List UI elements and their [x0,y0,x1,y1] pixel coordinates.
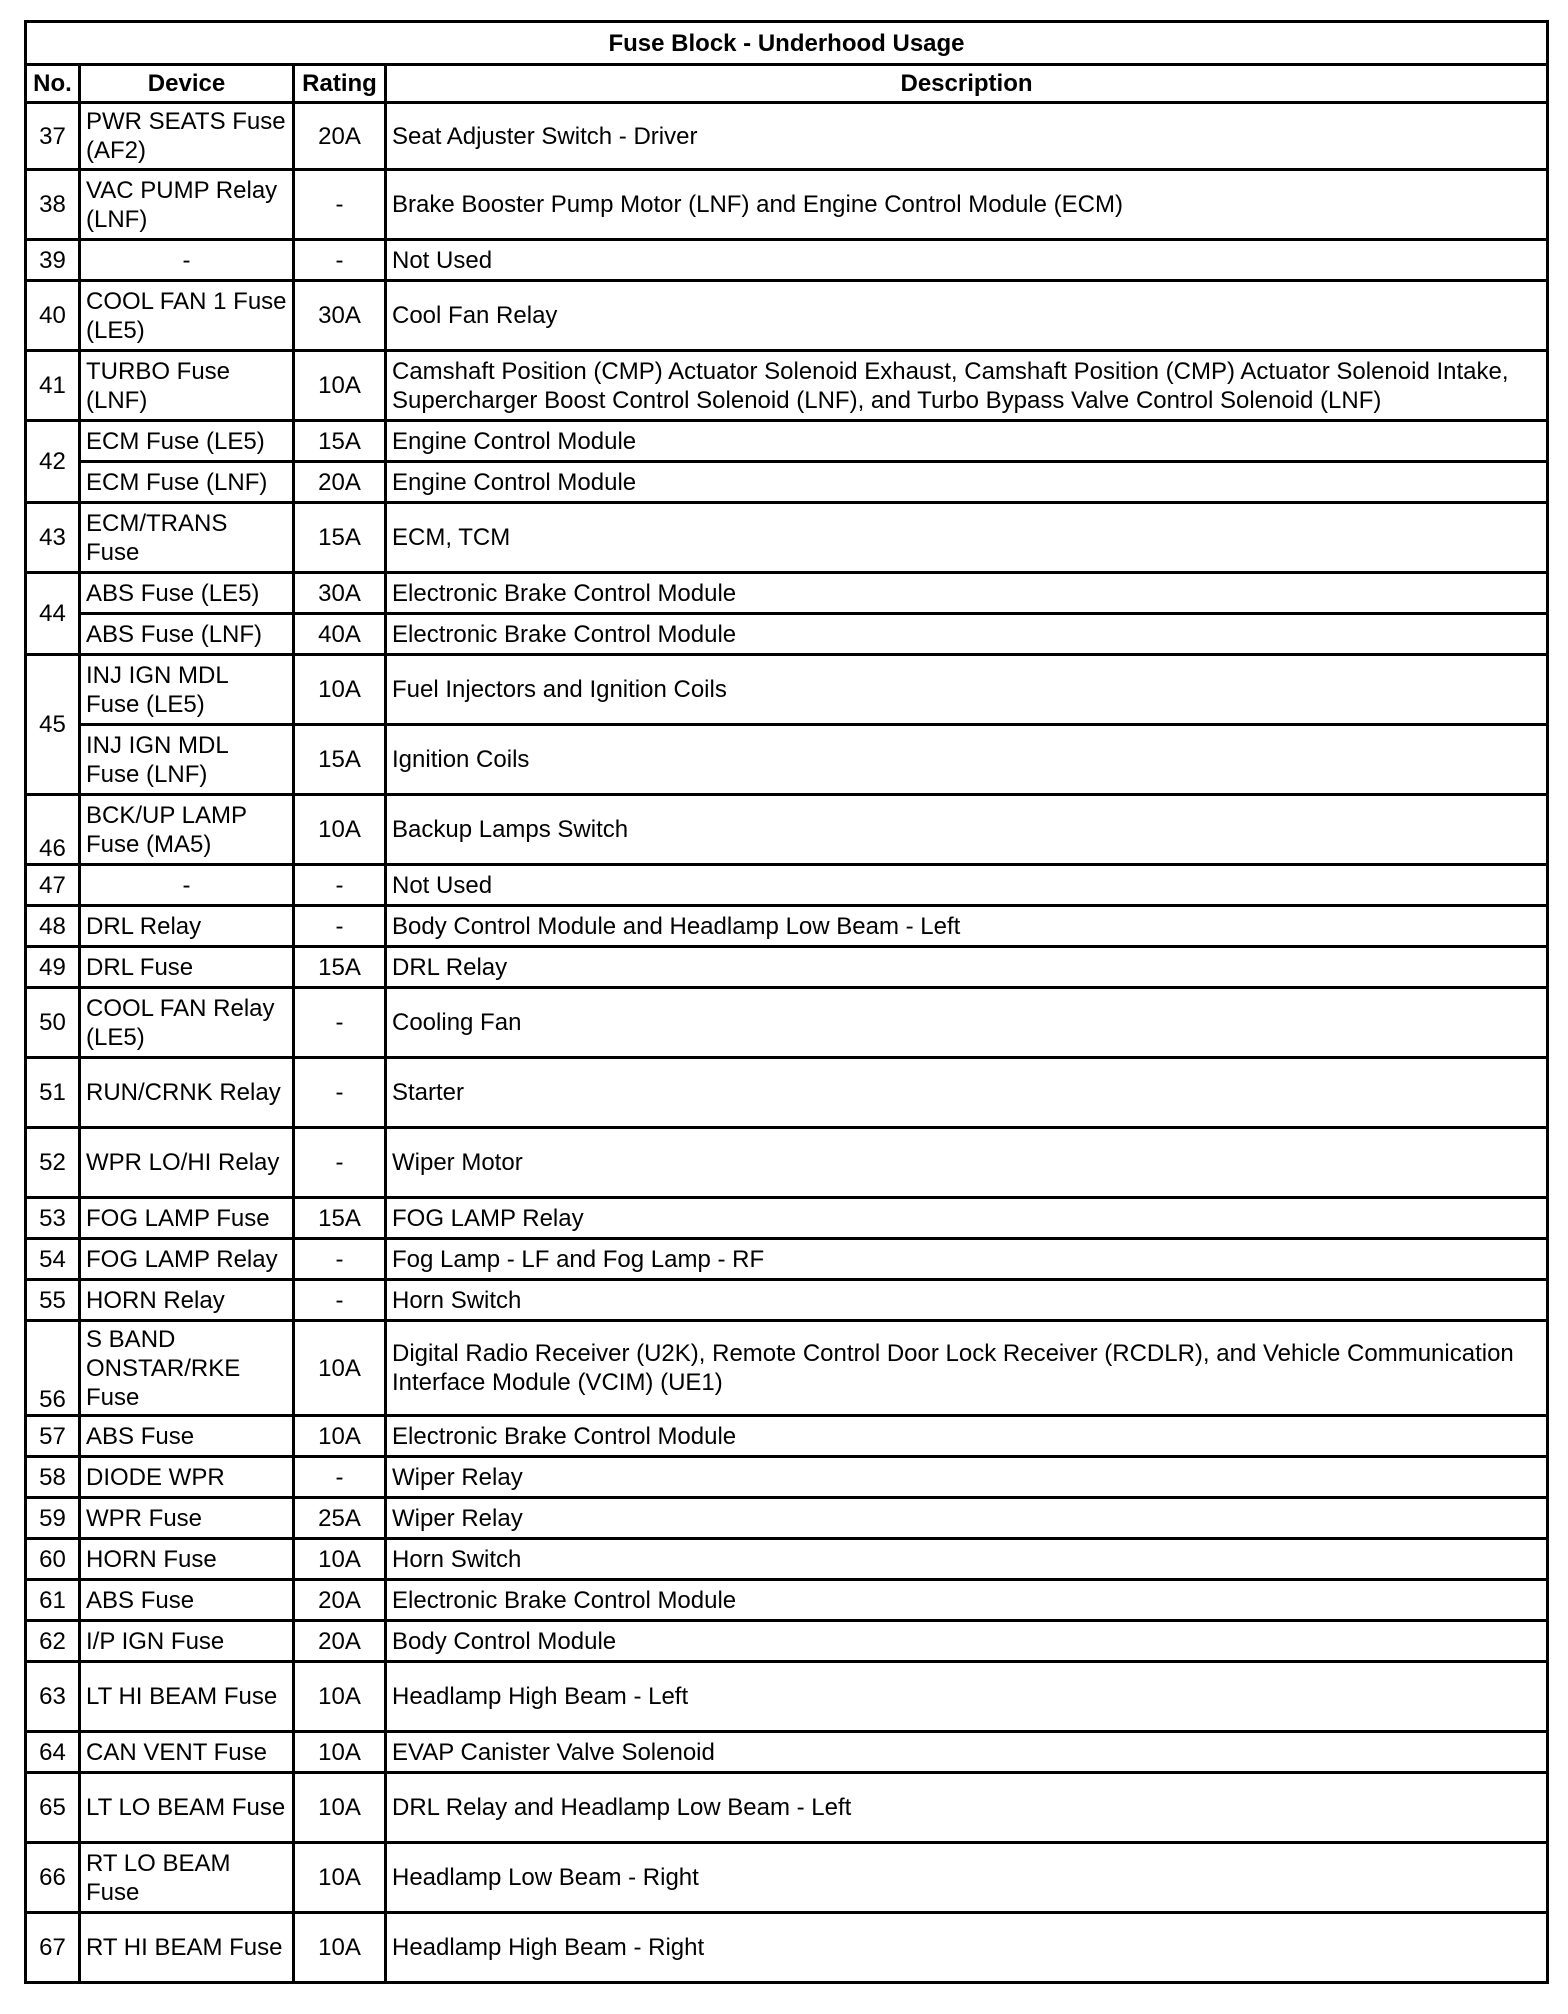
row-description: Electronic Brake Control Module [386,573,1548,614]
row-rating: 10A [294,1321,386,1416]
row-device: ABS Fuse [80,1580,294,1621]
row-description: Headlamp High Beam - Left [386,1662,1548,1732]
table-row [26,988,1548,1058]
row-no: 40 [26,281,80,351]
row-device: WPR Fuse [80,1498,294,1539]
row-rating: - [294,1457,386,1498]
table-row [26,573,1548,614]
row-description: Ignition Coils [386,725,1548,795]
row-no: 60 [26,1539,80,1580]
row-description: Not Used [386,240,1548,281]
row-description: ECM, TCM [386,503,1548,573]
row-description: Horn Switch [386,1280,1548,1321]
row-rating: 10A [294,1732,386,1773]
row-device: ECM/TRANS Fuse [80,503,294,573]
row-rating: 30A [294,573,386,614]
header-row [26,65,1548,103]
fuse-table [24,20,1549,1984]
row-no: 50 [26,988,80,1058]
row-rating: 30A [294,281,386,351]
row-no: 57 [26,1416,80,1457]
row-rating: - [294,1239,386,1280]
row-no: 46 [26,795,80,865]
row-device: WPR LO/HI Relay [80,1128,294,1198]
row-device: LT HI BEAM Fuse [80,1662,294,1732]
header-no: No. [26,65,80,103]
row-rating: - [294,988,386,1058]
row-device: COOL FAN 1 Fuse (LE5) [80,281,294,351]
row-description: Engine Control Module [386,421,1548,462]
row-rating: 10A [294,795,386,865]
table-row [26,103,1548,170]
table-row [26,1280,1548,1321]
row-device: I/P IGN Fuse [80,1621,294,1662]
row-rating: 20A [294,1580,386,1621]
row-description: Headlamp High Beam - Right [386,1913,1548,1983]
table-row [26,351,1548,421]
row-no: 43 [26,503,80,573]
table-row [26,1662,1548,1732]
row-no: 51 [26,1058,80,1128]
row-device: PWR SEATS Fuse (AF2) [80,103,294,170]
row-rating: 10A [294,1416,386,1457]
row-no: 39 [26,240,80,281]
row-description: Body Control Module and Headlamp Low Beam - Left [386,906,1548,947]
row-description: Electronic Brake Control Module [386,614,1548,655]
row-rating: - [294,240,386,281]
table-row [26,1773,1548,1843]
table-row [26,1539,1548,1580]
row-no: 66 [26,1843,80,1913]
table-row [26,1239,1548,1280]
row-device: RT LO BEAM Fuse [80,1843,294,1913]
row-device: INJ IGN MDL Fuse (LE5) [80,655,294,725]
row-device: ABS Fuse (LNF) [80,614,294,655]
table-row [26,1843,1548,1913]
row-no: 65 [26,1773,80,1843]
row-no: 41 [26,351,80,421]
row-description: Engine Control Module [386,462,1548,503]
row-description: Starter [386,1058,1548,1128]
table-row [26,1621,1548,1662]
table-row [26,170,1548,240]
row-rating: 10A [294,655,386,725]
table-row [26,1416,1548,1457]
row-device: ECM Fuse (LE5) [80,421,294,462]
row-description: Not Used [386,865,1548,906]
row-description: Headlamp Low Beam - Right [386,1843,1548,1913]
row-no: 62 [26,1621,80,1662]
row-description: Cooling Fan [386,988,1548,1058]
row-no: 42 [26,421,80,503]
row-description: EVAP Canister Valve Solenoid [386,1732,1548,1773]
row-no: 55 [26,1280,80,1321]
row-rating: 40A [294,614,386,655]
table-row [26,421,1548,462]
row-description: Fuel Injectors and Ignition Coils [386,655,1548,725]
row-description: Backup Lamps Switch [386,795,1548,865]
row-rating: 10A [294,1539,386,1580]
table-row [26,1498,1548,1539]
row-description: Seat Adjuster Switch - Driver [386,103,1548,170]
header-rating: Rating [294,65,386,103]
row-device: ECM Fuse (LNF) [80,462,294,503]
row-rating: 10A [294,1913,386,1983]
header-device: Device [80,65,294,103]
row-device: HORN Fuse [80,1539,294,1580]
table-row [26,1457,1548,1498]
row-rating: 10A [294,1843,386,1913]
table-row [26,462,1548,503]
row-no: 45 [26,655,80,795]
row-rating: 20A [294,1621,386,1662]
row-rating: - [294,906,386,947]
table-row [26,1128,1548,1198]
row-device: INJ IGN MDL Fuse (LNF) [80,725,294,795]
table-row [26,906,1548,947]
row-device: - [80,865,294,906]
row-description: Wiper Relay [386,1498,1548,1539]
row-no: 38 [26,170,80,240]
row-device: RT HI BEAM Fuse [80,1913,294,1983]
table-row [26,865,1548,906]
row-rating: 15A [294,947,386,988]
row-device: DRL Relay [80,906,294,947]
row-description: Digital Radio Receiver (U2K), Remote Control Door Lock Receiver (RCDLR), and Vehicle Communication Interface Module (VCIM) (UE1) [386,1321,1548,1416]
row-description: Fog Lamp - LF and Fog Lamp - RF [386,1239,1548,1280]
row-no: 47 [26,865,80,906]
row-device: FOG LAMP Fuse [80,1198,294,1239]
row-description: DRL Relay [386,947,1548,988]
row-no: 67 [26,1913,80,1983]
table-row [26,1913,1548,1983]
row-device: S BAND ONSTAR/RKE Fuse [80,1321,294,1416]
row-rating: 15A [294,725,386,795]
row-no: 48 [26,906,80,947]
row-device: LT LO BEAM Fuse [80,1773,294,1843]
row-device: VAC PUMP Relay (LNF) [80,170,294,240]
table-row [26,1321,1548,1416]
row-device: - [80,240,294,281]
table-row [26,281,1548,351]
table-row [26,795,1548,865]
row-rating: 10A [294,351,386,421]
row-no: 49 [26,947,80,988]
row-no: 63 [26,1662,80,1732]
row-rating: - [294,1280,386,1321]
row-description: DRL Relay and Headlamp Low Beam - Left [386,1773,1548,1843]
row-no: 44 [26,573,80,655]
row-device: BCK/UP LAMP Fuse (MA5) [80,795,294,865]
row-device: HORN Relay [80,1280,294,1321]
table-row [26,614,1548,655]
row-rating: 20A [294,103,386,170]
row-description: FOG LAMP Relay [386,1198,1548,1239]
row-device: DIODE WPR [80,1457,294,1498]
row-rating: 10A [294,1773,386,1843]
row-no: 52 [26,1128,80,1198]
table-row [26,725,1548,795]
row-device: RUN/CRNK Relay [80,1058,294,1128]
row-description: Electronic Brake Control Module [386,1580,1548,1621]
header-description: Description [386,65,1548,103]
row-device: ABS Fuse [80,1416,294,1457]
title-row [26,22,1548,65]
row-description: Camshaft Position (CMP) Actuator Solenoid Exhaust, Camshaft Position (CMP) Actuator Solenoid Intake, Supercharger Boost Control Solenoid (LNF), and Turbo Bypass Valve Control Solenoid (LNF) [386,351,1548,421]
row-no: 64 [26,1732,80,1773]
row-rating: - [294,1128,386,1198]
row-description: Wiper Relay [386,1457,1548,1498]
row-no: 54 [26,1239,80,1280]
row-description: Electronic Brake Control Module [386,1416,1548,1457]
row-rating: - [294,170,386,240]
row-rating: 15A [294,421,386,462]
row-rating: 15A [294,1198,386,1239]
row-rating: - [294,865,386,906]
table-row [26,1580,1548,1621]
table-row [26,1058,1548,1128]
row-device: CAN VENT Fuse [80,1732,294,1773]
row-no: 59 [26,1498,80,1539]
row-no: 58 [26,1457,80,1498]
row-description: Cool Fan Relay [386,281,1548,351]
row-description: Horn Switch [386,1539,1548,1580]
row-description: Wiper Motor [386,1128,1548,1198]
row-rating: 10A [294,1662,386,1732]
row-device: FOG LAMP Relay [80,1239,294,1280]
row-no: 61 [26,1580,80,1621]
row-device: ABS Fuse (LE5) [80,573,294,614]
row-device: COOL FAN Relay (LE5) [80,988,294,1058]
table-row [26,947,1548,988]
row-rating: 25A [294,1498,386,1539]
row-no: 56 [26,1321,80,1416]
table-row [26,655,1548,725]
table-row [26,240,1548,281]
row-rating: 20A [294,462,386,503]
table-row [26,1198,1548,1239]
row-description: Brake Booster Pump Motor (LNF) and Engine Control Module (ECM) [386,170,1548,240]
row-no: 53 [26,1198,80,1239]
row-description: Body Control Module [386,1621,1548,1662]
row-rating: - [294,1058,386,1128]
row-no: 37 [26,103,80,170]
table-row [26,1732,1548,1773]
row-device: TURBO Fuse (LNF) [80,351,294,421]
table-row [26,503,1548,573]
row-device: DRL Fuse [80,947,294,988]
row-rating: 15A [294,503,386,573]
table-title: Fuse Block - Underhood Usage [26,22,1548,65]
